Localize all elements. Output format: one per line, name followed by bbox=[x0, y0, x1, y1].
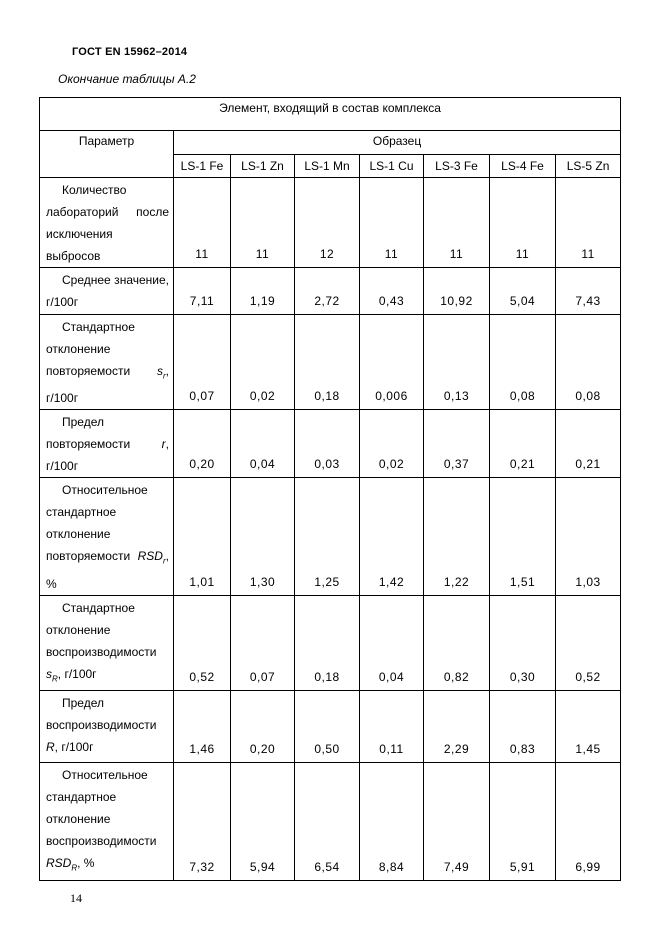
table-cell: 5,04 bbox=[490, 268, 556, 315]
standard-code: ГОСТ EN 15962–2014 bbox=[72, 46, 188, 58]
column-header: LS-1 Fe bbox=[174, 155, 231, 178]
table-cell: 1,01 bbox=[174, 478, 231, 595]
table-cell: 1,42 bbox=[360, 478, 424, 595]
table-cell: 0,37 bbox=[424, 410, 490, 478]
table-cell: 0,18 bbox=[295, 315, 360, 410]
row-label: Среднее значение, г/100г bbox=[40, 268, 174, 315]
table-cell: 11 bbox=[556, 178, 621, 268]
column-header: LS-5 Zn bbox=[556, 155, 621, 178]
table-title: Элемент, входящий в состав комплекса bbox=[40, 98, 621, 131]
table-cell: 0,11 bbox=[360, 691, 424, 763]
page-number: 14 bbox=[70, 891, 82, 905]
row-label: Количество лабораторий после исключения выбросов bbox=[40, 178, 174, 268]
table-cell: 11 bbox=[360, 178, 424, 268]
column-header: LS-1 Cu bbox=[360, 155, 424, 178]
table-cell: 5,94 bbox=[231, 763, 295, 880]
table-cell: 0,52 bbox=[556, 595, 621, 690]
table-cell: 1,19 bbox=[231, 268, 295, 315]
row-label: Относительное стандартное отклонение повторяемости $RSD_r$, % bbox=[40, 478, 174, 595]
results-table bbox=[39, 97, 621, 881]
column-header: LS-1 Mn bbox=[295, 155, 360, 178]
table-cell: 0,08 bbox=[556, 315, 621, 410]
table-cell: 1,46 bbox=[174, 691, 231, 763]
row-label: Предел воспроизводимости R, г/100г bbox=[40, 691, 174, 763]
table-cell: 12 bbox=[295, 178, 360, 268]
table-cell: 0,50 bbox=[295, 691, 360, 763]
table-row bbox=[40, 178, 621, 268]
table-cell: 1,22 bbox=[424, 478, 490, 595]
table-cell: 0,18 bbox=[295, 595, 360, 690]
table-cell: 0,21 bbox=[556, 410, 621, 478]
table-cell: 0,20 bbox=[231, 691, 295, 763]
table-cell: 10,92 bbox=[424, 268, 490, 315]
table-cell: 7,32 bbox=[174, 763, 231, 880]
table-cell: 0,13 bbox=[424, 315, 490, 410]
table-cell: 6,99 bbox=[556, 763, 621, 880]
column-header: LS-4 Fe bbox=[490, 155, 556, 178]
table-cell: 0,006 bbox=[360, 315, 424, 410]
table-cell: 5,91 bbox=[490, 763, 556, 880]
table-row bbox=[40, 410, 621, 478]
table-cell: 2,72 bbox=[295, 268, 360, 315]
table-cell: 0,52 bbox=[174, 595, 231, 690]
table-cell: 11 bbox=[490, 178, 556, 268]
table-row bbox=[40, 595, 621, 690]
table-row bbox=[40, 691, 621, 763]
table-cell: 8,84 bbox=[360, 763, 424, 880]
table-cell: 0,43 bbox=[360, 268, 424, 315]
table-cell: 1,30 bbox=[231, 478, 295, 595]
row-label: Относительное стандартное отклонение воспроизводимости $RSD_R$, % bbox=[40, 763, 174, 880]
row-label: Предел повторяемости r, г/100г bbox=[40, 410, 174, 478]
table-cell: 0,02 bbox=[360, 410, 424, 478]
row-label: Стандартное отклонение повторяемости $s_r$, г/100г bbox=[40, 315, 174, 410]
table-continuation-caption: Окончание таблицы А.2 bbox=[58, 72, 196, 86]
table-cell: 1,25 bbox=[295, 478, 360, 595]
table-cell: 0,82 bbox=[424, 595, 490, 690]
table-row bbox=[40, 478, 621, 595]
table-row bbox=[40, 763, 621, 880]
table-cell: 0,07 bbox=[174, 315, 231, 410]
table-cell: 7,43 bbox=[556, 268, 621, 315]
row-label: Стандартное отклонение воспроизводимости $s_R$, г/100г bbox=[40, 595, 174, 690]
param-header: Параметр bbox=[40, 131, 174, 178]
table-cell: 1,51 bbox=[490, 478, 556, 595]
table-cell: 0,21 bbox=[490, 410, 556, 478]
table-cell: 1,45 bbox=[556, 691, 621, 763]
table-cell: 0,03 bbox=[295, 410, 360, 478]
column-header: LS-1 Zn bbox=[231, 155, 295, 178]
table-cell: 0,30 bbox=[490, 595, 556, 690]
table-cell: 2,29 bbox=[424, 691, 490, 763]
table-cell: 11 bbox=[231, 178, 295, 268]
column-header: LS-3 Fe bbox=[424, 155, 490, 178]
table-cell: 7,49 bbox=[424, 763, 490, 880]
sample-header: Образец bbox=[174, 131, 621, 155]
table-cell: 0,07 bbox=[231, 595, 295, 690]
table-cell: 0,83 bbox=[490, 691, 556, 763]
table-row bbox=[40, 268, 621, 315]
table-cell: 1,03 bbox=[556, 478, 621, 595]
table-cell: 11 bbox=[424, 178, 490, 268]
table-row bbox=[40, 315, 621, 410]
table-cell: 0,20 bbox=[174, 410, 231, 478]
table-cell: 11 bbox=[174, 178, 231, 268]
table-cell: 0,04 bbox=[360, 595, 424, 690]
table-cell: 0,04 bbox=[231, 410, 295, 478]
table-cell: 0,08 bbox=[490, 315, 556, 410]
table-cell: 6,54 bbox=[295, 763, 360, 880]
table-cell: 0,02 bbox=[231, 315, 295, 410]
table-cell: 7,11 bbox=[174, 268, 231, 315]
